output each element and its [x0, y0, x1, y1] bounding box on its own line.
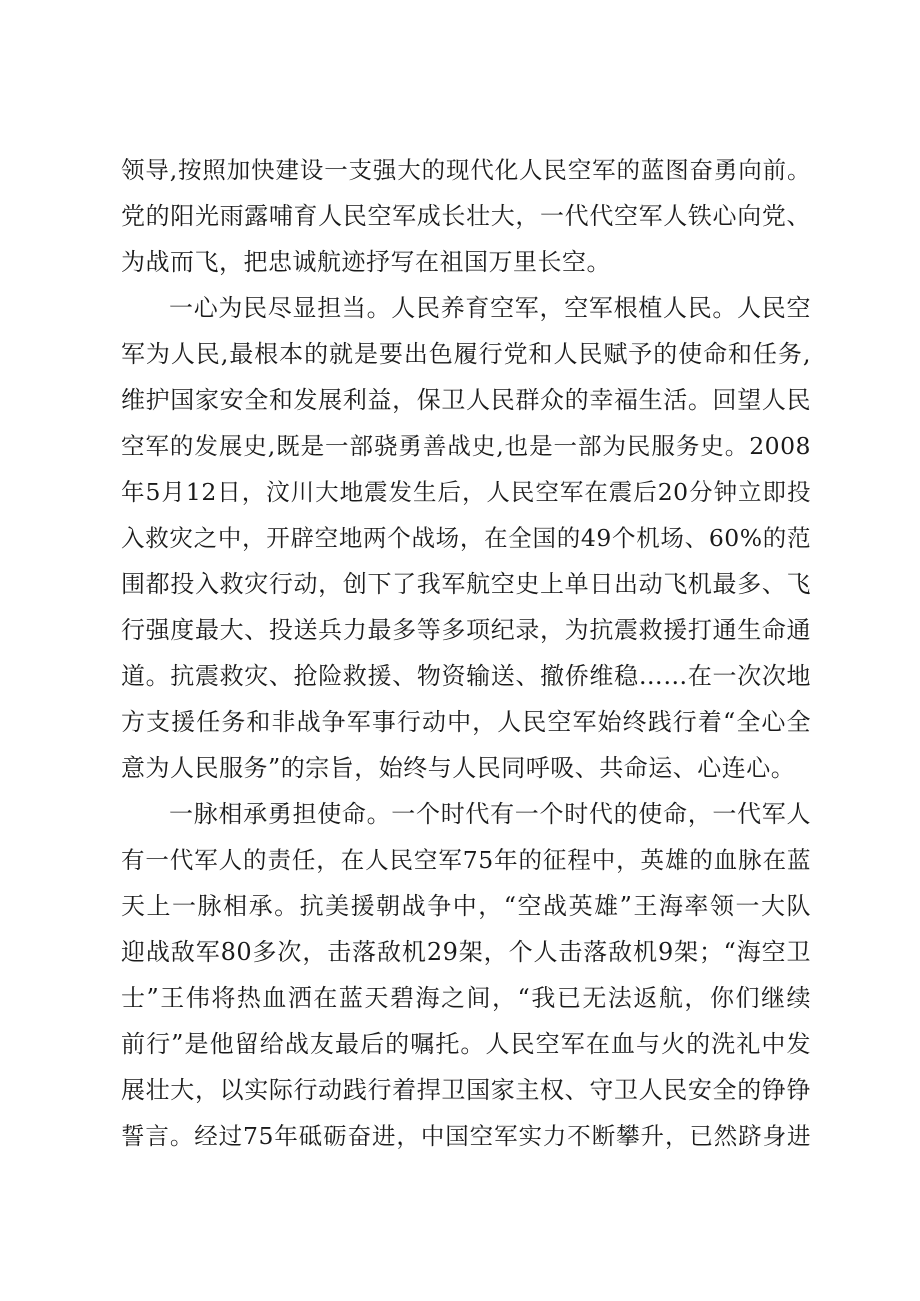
paragraph-2-line-1: 一心为民尽显担当。人民养育空军，空军根植人民。人民空	[169, 294, 811, 322]
body-text	[121, 147, 811, 1159]
paragraph-2-line-7: 围都投入救灾行动，创下了我军航空史上单日出动飞机最多、飞	[121, 570, 811, 598]
paragraph-3-line-6: 前行”是他留给战友最后的嘱托。人民空军在血与火的洗礼中发	[121, 1030, 811, 1058]
paragraph-3-line-7: 展壮大，以实际行动践行着捍卫国家主权、守卫人民安全的铮铮	[121, 1076, 811, 1104]
paragraph-1-line-3: 为战而飞，把忠诚航迹抒写在祖国万里长空。	[121, 248, 611, 276]
paragraph-2-line-5: 年5月12日，汶川大地震发生后，人民空军在震后20分钟立即投	[121, 478, 811, 506]
paragraph-1-line-2: 党的阳光雨露哺育人民空军成长壮大，一代代空军人铁心向党、	[121, 202, 811, 230]
paragraph-3-line-8: 誓言。经过75年砥砺奋进，中国空军实力不断攀升，已然跻身进	[121, 1122, 811, 1150]
paragraph-2-line-8: 行强度最大、投送兵力最多等多项纪录，为抗震救援打通生命通	[121, 616, 811, 644]
paragraph-3-line-2: 有一代军人的责任，在人民空军75年的征程中，英雄的血脉在蓝	[121, 846, 811, 874]
paragraph-3-line-5: 士”王伟将热血洒在蓝天碧海之间，“我已无法返航，你们继续	[121, 984, 811, 1012]
paragraph-2-line-6: 入救灾之中，开辟空地两个战场，在全国的49个机场、60%的范	[121, 524, 811, 552]
paragraph-2-line-2: 军为人民,最根本的就是要出色履行党和人民赋予的使命和任务,	[121, 340, 811, 368]
paragraph-3-line-4: 迎战敌军80多次，击落敌机29架，个人击落敌机9架；“海空卫	[121, 938, 811, 966]
paragraph-3-line-3: 天上一脉相承。抗美援朝战争中，“空战英雄”王海率领一大队	[121, 892, 811, 920]
paragraph-3-line-1: 一脉相承勇担使命。一个时代有一个时代的使命，一代军人	[169, 800, 811, 828]
paragraph-2-line-9: 道。抗震救灾、抢险救援、物资输送、撤侨维稳……在一次次地	[121, 662, 811, 690]
paragraph-1-line-1: 领导,按照加快建设一支强大的现代化人民空军的蓝图奋勇向前。	[121, 156, 811, 184]
paragraph-2-line-4: 空军的发展史,既是一部骁勇善战史,也是一部为民服务史。2008	[121, 432, 811, 460]
paragraph-2-line-11: 意为人民服务”的宗旨，始终与人民同呼吸、共命运、心连心。	[121, 754, 796, 782]
paragraph-2-line-3: 维护国家安全和发展利益，保卫人民群众的幸福生活。回望人民	[121, 386, 811, 414]
paragraph-2-line-10: 方支援任务和非战争军事行动中，人民空军始终践行着“全心全	[121, 708, 811, 736]
